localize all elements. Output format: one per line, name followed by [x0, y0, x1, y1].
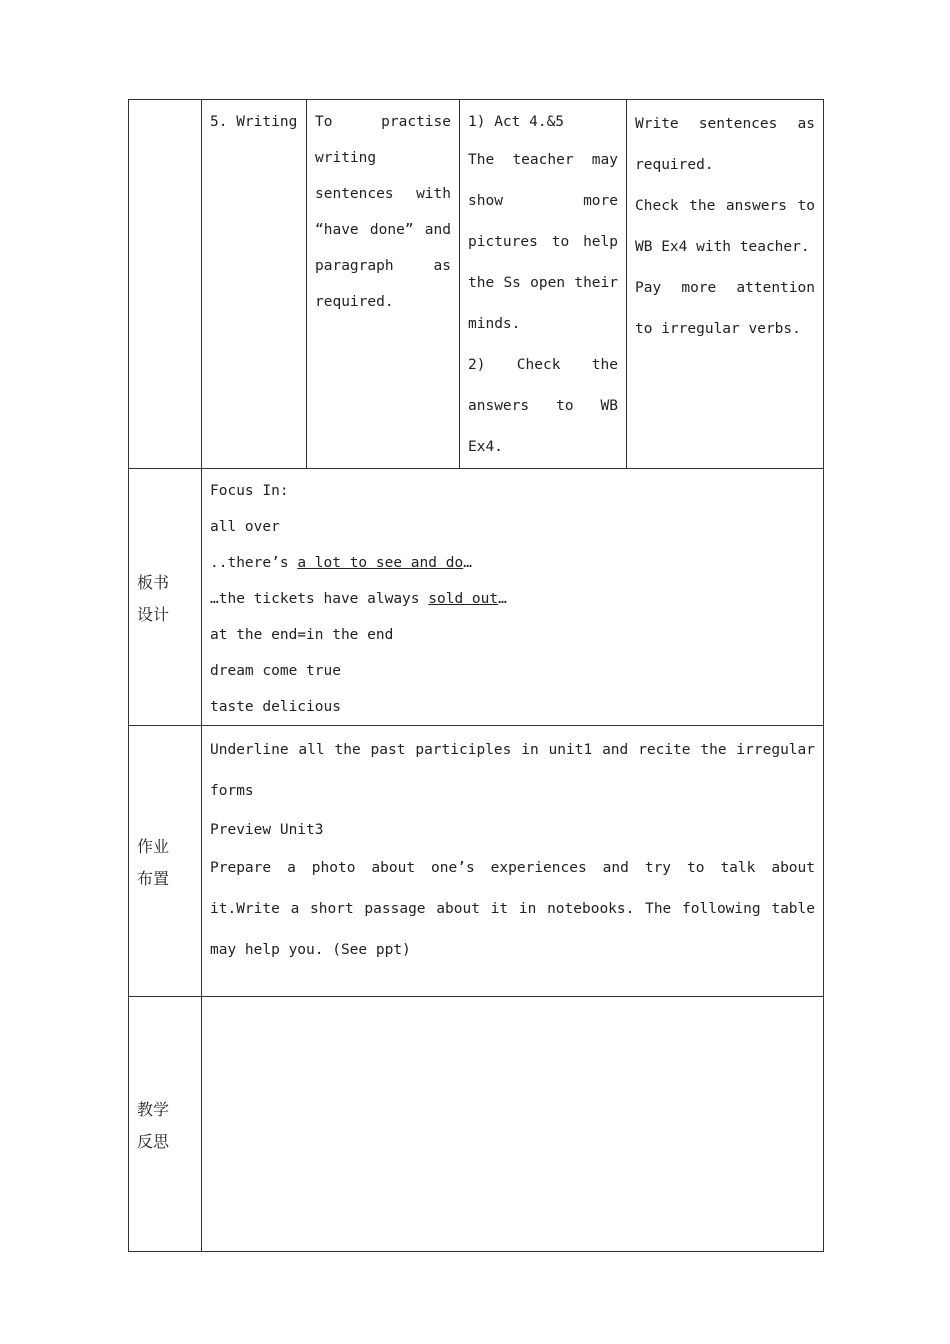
homework-item-2: Preview Unit3	[210, 822, 324, 838]
board-line-4: at the end=in the end	[210, 627, 394, 643]
step-name-cell	[202, 100, 307, 469]
board-design-content	[202, 469, 824, 726]
board-line-3-suffix: …	[498, 591, 507, 607]
reflection-label-line-2: 反思	[137, 1132, 170, 1151]
board-line-2	[210, 545, 815, 581]
student-activity-2: Check the answers to WB Ex4 with teacher.	[635, 198, 815, 255]
board-design-label	[129, 469, 202, 726]
aim-text: To practise writing sentences with “have done” and paragraph as required.	[315, 114, 451, 310]
board-line-2-prefix: ..there’s	[210, 555, 298, 571]
homework-row	[129, 726, 824, 997]
lesson-plan-table	[128, 99, 824, 1252]
board-line-1: all over	[210, 519, 280, 535]
writing-step-row	[129, 100, 824, 469]
board-line-5: dream come true	[210, 663, 341, 679]
board-line-2-suffix: …	[463, 555, 472, 571]
teacher-activity-1: 1) Act 4.&5	[468, 114, 565, 130]
reflection-label-line-1: 教学	[137, 1100, 170, 1119]
board-line-2-underlined: a lot to see and do	[297, 555, 464, 571]
row-label-cell-empty	[129, 100, 202, 469]
student-activity-3: Pay more attention to irregular verbs.	[635, 280, 815, 337]
teacher-activity-cell	[460, 100, 627, 469]
board-line-3-underlined: sold out	[428, 591, 499, 607]
board-line-3-prefix: …the tickets have always	[210, 591, 429, 607]
aim-cell	[307, 100, 460, 469]
board-line-3	[210, 581, 815, 617]
reflection-label	[129, 997, 202, 1252]
homework-content	[202, 726, 824, 997]
board-label-line-1: 板书	[137, 573, 170, 592]
homework-label-line-1: 作业	[137, 837, 170, 856]
homework-label-line-2: 布置	[137, 869, 170, 888]
student-activity-cell	[627, 100, 824, 469]
board-design-row	[129, 469, 824, 726]
board-line-6: taste delicious	[210, 699, 341, 715]
step-name: 5. Writing	[210, 114, 298, 130]
reflection-row	[129, 997, 824, 1252]
reflection-content	[202, 997, 824, 1252]
homework-item-1: Underline all the past participles in unit1 and recite the irregular forms	[210, 742, 815, 799]
board-label-line-2: 设计	[137, 605, 170, 624]
homework-item-3: Prepare a photo about one’s experiences and try to talk about it.Write a short passage about it in notebooks. The following table may help you. (See ppt)	[210, 860, 815, 958]
board-heading: Focus In:	[210, 483, 289, 499]
teacher-activity-2: The teacher may show more pictures to help the Ss open their minds.	[468, 152, 618, 332]
teacher-activity-3: 2) Check the answers to WB Ex4.	[468, 357, 618, 455]
student-activity-1: Write sentences as required.	[635, 116, 815, 173]
homework-label	[129, 726, 202, 997]
